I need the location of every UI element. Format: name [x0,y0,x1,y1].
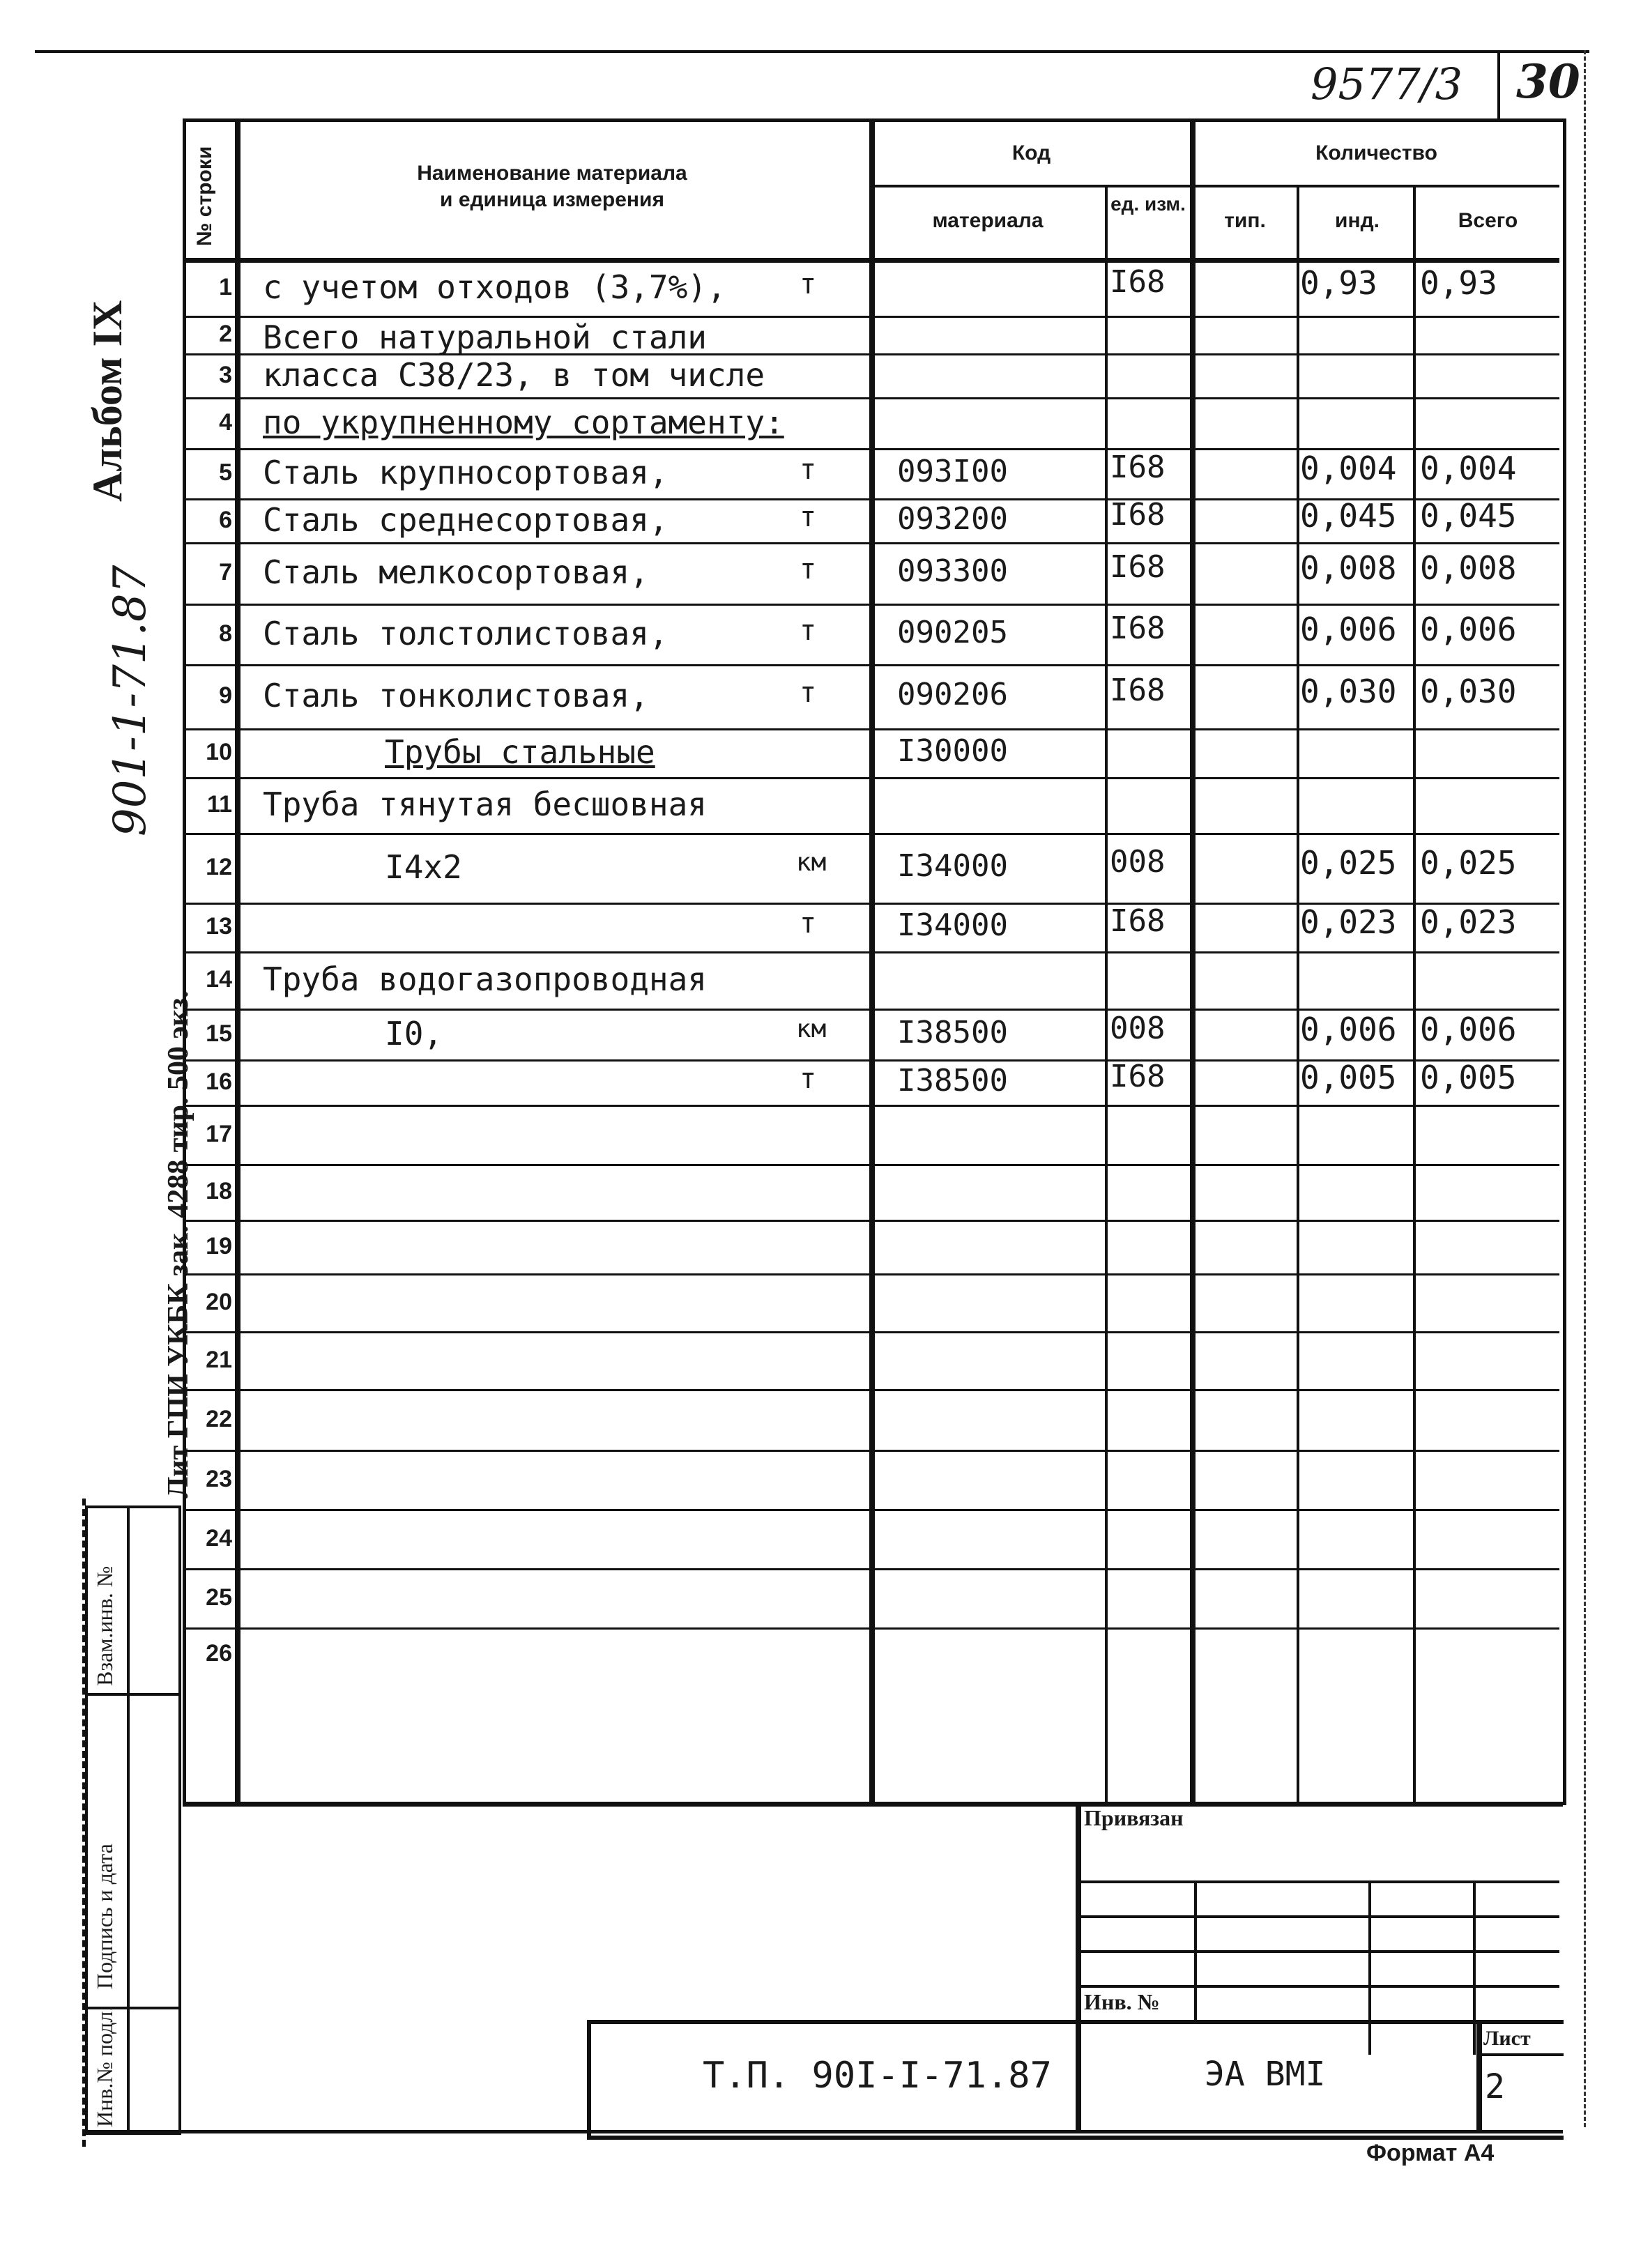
row-name: Трубы стальные [385,733,655,771]
row-number: 11 [207,791,232,818]
format-label: Формат А4 [1366,2140,1495,2166]
row-unit-code: I68 [1110,450,1166,485]
row-qty-ind: 0,025 [1300,844,1397,882]
row-number: 18 [206,1178,232,1204]
row-qty-ind: 0,045 [1300,497,1397,535]
row-code: I38500 [897,1014,1008,1050]
row-number: 10 [206,739,232,765]
row-number: 14 [206,966,232,993]
inv-label: Инв.№ подл. [92,2005,117,2127]
vzam-inv-label: Взам.инв. № [92,1565,117,1686]
list-label: Лист [1483,2027,1531,2050]
row-qty-ind: 0,030 [1300,673,1397,710]
row-qty-total: 0,030 [1420,673,1517,710]
row-qty-ind: 0,006 [1300,1010,1397,1048]
row-unit-code: I68 [1110,673,1166,708]
row-unit-code: I68 [1110,549,1166,585]
row-unit: т [800,268,817,300]
row-code: 093200 [897,501,1008,537]
header-qty: Количество [1315,141,1437,164]
row-name: по укрупненному сортаменту: [263,403,784,441]
row-unit: т [800,677,817,709]
header-unit: ед. изм. [1110,193,1186,215]
row-unit: км [796,848,827,877]
row-name: Труба тянутая бесшовная [263,786,707,823]
document-code: Т.П. 90I-I-71.87 [703,2055,1052,2097]
row-name: I4x2 [385,848,462,886]
row-qty-ind: 0,006 [1300,610,1397,648]
materials-table [183,118,1566,1805]
row-code: 090206 [897,677,1008,712]
row-number: 15 [206,1020,232,1047]
row-qty-ind: 0,023 [1300,903,1397,941]
row-qty-total: 0,045 [1420,497,1517,535]
row-number: 23 [206,1465,232,1492]
row-unit-code: 008 [1110,1010,1166,1046]
bottom-border [85,2130,1563,2133]
row-unit-code: 008 [1110,844,1166,880]
row-qty-total: 0,023 [1420,903,1517,941]
row-unit-code: I68 [1110,903,1166,939]
row-unit: т [800,501,817,533]
row-code: 093I00 [897,454,1008,489]
row-name: Сталь мелкосортовая, [263,553,649,591]
row-number: 19 [206,1232,232,1259]
row-qty-total: 0,93 [1420,264,1497,302]
album-label: Альбом IX [84,300,130,502]
header-name: Наименование материала и единица измерения [417,162,687,211]
row-number: 24 [206,1524,232,1551]
row-number: 25 [206,1584,232,1611]
right-border [1584,50,1586,2127]
row-number: 8 [219,620,232,647]
row-number: 17 [206,1120,232,1147]
row-name: I0, [385,1014,443,1052]
row-unit: т [800,1062,817,1095]
row-qty-total: 0,025 [1420,844,1517,882]
row-unit-code: I68 [1110,1058,1166,1094]
header-ind: инд. [1335,209,1380,232]
row-qty-total: 0,008 [1420,549,1517,587]
row-qty-ind: 0,004 [1300,450,1397,487]
row-number: 26 [206,1639,232,1666]
row-name: Труба водогазопроводная [263,960,707,998]
row-qty-ind: 0,008 [1300,549,1397,587]
header-total: Всего [1458,209,1518,232]
row-name: Сталь толстолистовая, [263,614,669,652]
row-number: 1 [219,274,232,300]
row-number: 20 [206,1288,232,1315]
row-number: 5 [219,459,232,486]
sheet-no-divider [1497,50,1500,120]
titleblock-main [587,2020,1564,2140]
row-qty-total: 0,004 [1420,450,1517,487]
side-stamp [85,1505,181,2135]
row-unit: т [800,454,817,486]
row-name: Сталь крупносортовая, [263,454,669,491]
podpis-label: Подпись и дата [92,1844,117,1989]
row-unit: т [800,614,817,647]
row-code: I34000 [897,907,1008,943]
row-name: Сталь тонколистовая, [263,677,649,714]
row-unit: т [800,553,817,585]
row-number: 12 [206,854,232,880]
row-unit-code: I68 [1110,264,1166,300]
inv-no-label: Инв. № [1084,1989,1160,2014]
row-number: 21 [206,1346,232,1373]
header-kod: Код [1011,141,1051,164]
header-rownum: № строки [193,146,216,246]
header-material: материала [932,209,1044,232]
row-qty-total: 0,006 [1420,610,1517,648]
order-stamp: Лит ГПИ УКБК зак. 4288 тир. 500 экз. [162,990,194,1499]
row-qty-ind: 0,93 [1300,264,1377,302]
row-unit-code: I68 [1110,610,1166,646]
row-number: 6 [219,506,232,533]
row-number: 13 [206,913,232,940]
row-unit: т [800,907,817,940]
row-qty-total: 0,006 [1420,1010,1517,1048]
row-code: 090205 [897,614,1008,650]
row-name: с учетом отходов (3,7%), [263,268,726,306]
sheet-number: 30 [1516,54,1580,109]
row-qty-total: 0,005 [1420,1058,1517,1096]
row-name: Всего натуральной стали [263,319,707,356]
header-typ: тип. [1224,209,1266,232]
row-number: 3 [219,361,232,388]
document-mark: ЭА ВМI [1205,2055,1326,2094]
row-number: 16 [206,1068,232,1095]
row-number: 2 [219,321,232,347]
privyazan-label: Привязан [1084,1805,1184,1830]
row-number: 4 [219,408,232,436]
document-reference: 9577/3 [1311,59,1463,109]
row-number: 7 [219,559,232,585]
row-number: 22 [206,1405,232,1432]
row-unit-code: I68 [1110,497,1166,532]
row-name: класса С38/23, в том числе [263,356,765,394]
row-code: I38500 [897,1062,1008,1098]
list-number: 2 [1485,2067,1505,2106]
row-unit: км [796,1014,827,1043]
row-code: I34000 [897,848,1008,884]
row-qty-ind: 0,005 [1300,1058,1397,1096]
row-code: I30000 [897,733,1008,769]
row-code: 093300 [897,553,1008,589]
row-name: Сталь среднесортовая, [263,501,669,539]
project-code-side: 901-1-71.87 [105,565,156,836]
row-number: 9 [219,682,232,709]
